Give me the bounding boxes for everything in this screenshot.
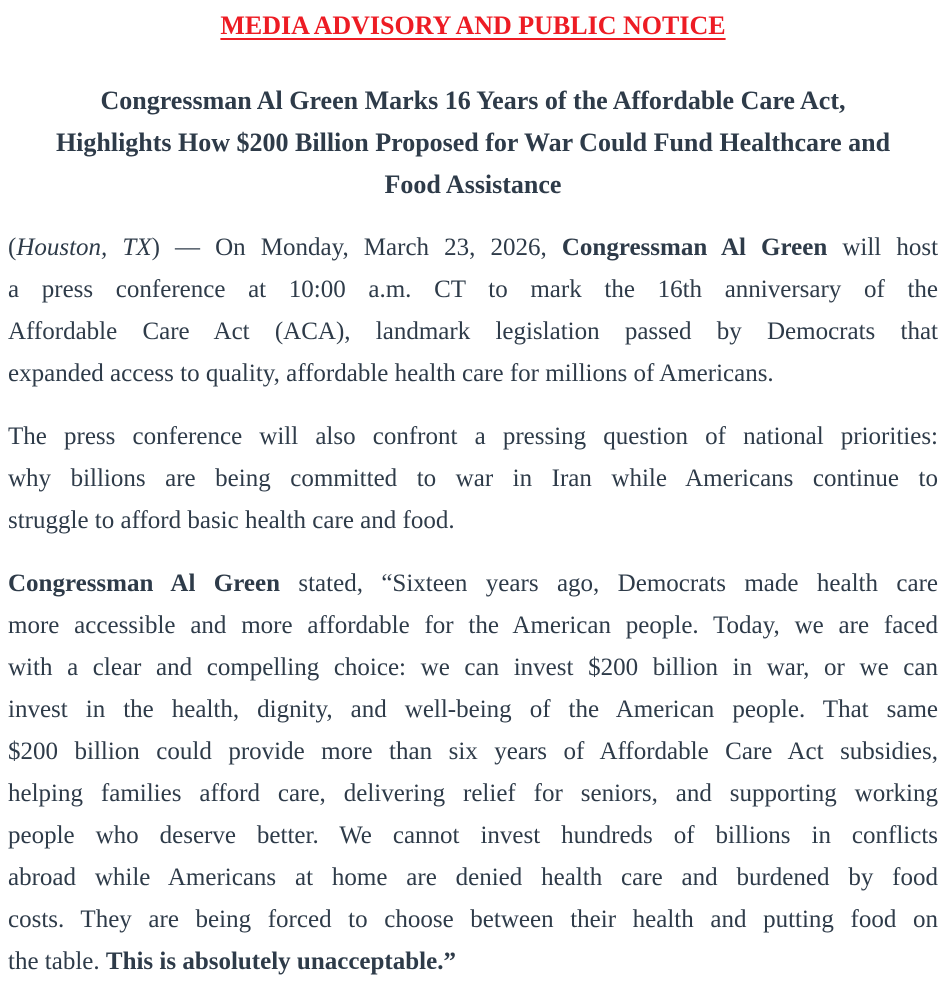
document-title: MEDIA ADVISORY AND PUBLIC NOTICE xyxy=(220,11,726,40)
text-line xyxy=(8,605,938,647)
headline-line: Food Assistance xyxy=(384,170,562,199)
text-segment: Houston, TX xyxy=(16,234,152,261)
text-line xyxy=(8,563,938,605)
paragraph xyxy=(8,563,938,983)
text-segment: Congressman Al Green xyxy=(561,234,828,261)
paragraph xyxy=(8,227,938,395)
text-line xyxy=(8,227,938,269)
text-line xyxy=(8,815,938,857)
text-segment: Congressman Al Green xyxy=(8,570,280,597)
text-segment: This is absolutely unacceptable.” xyxy=(105,948,456,975)
text-segment: will host xyxy=(827,234,939,261)
text-line xyxy=(8,899,938,941)
text-line xyxy=(8,941,938,983)
text-line xyxy=(8,689,938,731)
document-body xyxy=(8,227,938,983)
text-segment: ) — On Monday, March 23, 2026, xyxy=(151,234,562,261)
text-segment: costs. They are being forced to choose between their health and putting food on xyxy=(8,906,938,933)
text-line xyxy=(8,731,938,773)
headline-line: Congressman Al Green Marks 16 Years of the Affordable Care Act, xyxy=(100,86,846,115)
text-segment: ( xyxy=(8,234,17,261)
text-segment: expanded access to quality, affordable health care for millions of Americans. xyxy=(8,360,774,387)
text-line xyxy=(8,857,938,899)
paragraph xyxy=(8,416,938,542)
text-segment: stated, “Sixteen years ago, Democrats made health care xyxy=(279,570,938,597)
text-line xyxy=(8,458,938,500)
text-segment: helping families afford care, delivering relief for seniors, and supporting working xyxy=(8,780,938,807)
text-segment: more accessible and more affordable for the American people. Today, we are faced xyxy=(8,612,938,639)
text-line xyxy=(8,500,938,542)
text-segment: why billions are being committed to war in Iran while Americans continue to xyxy=(8,465,938,492)
text-line xyxy=(8,416,938,458)
text-segment: invest in the health, dignity, and well-being of the American people. That same xyxy=(8,696,938,723)
text-line xyxy=(8,353,938,395)
text-line xyxy=(8,311,938,353)
text-segment: a press conference at 10:00 a.m. CT to mark the 16th anniversary of the xyxy=(8,276,938,303)
text-line xyxy=(8,773,938,815)
text-segment: the table. xyxy=(8,948,106,975)
text-line xyxy=(8,269,938,311)
text-segment: $200 billion could provide more than six years of Affordable Care Act subsidies, xyxy=(8,738,938,765)
document-headline xyxy=(8,80,938,206)
text-segment: Affordable Care Act (ACA), landmark legislation passed by Democrats that xyxy=(8,318,938,345)
text-segment: struggle to afford basic health care and food. xyxy=(8,507,455,534)
text-segment: with a clear and compelling choice: we can invest $200 billion in war, or we can xyxy=(8,654,938,681)
headline-line: Highlights How $200 Billion Proposed for War Could Fund Healthcare and xyxy=(55,128,891,157)
text-segment: people who deserve better. We cannot invest hundreds of billions in conflicts xyxy=(8,822,938,849)
text-line xyxy=(8,647,938,689)
text-segment: abroad while Americans at home are denied health care and burdened by food xyxy=(8,864,938,891)
text-segment: The press conference will also confront a pressing question of national priorities: xyxy=(8,423,938,450)
